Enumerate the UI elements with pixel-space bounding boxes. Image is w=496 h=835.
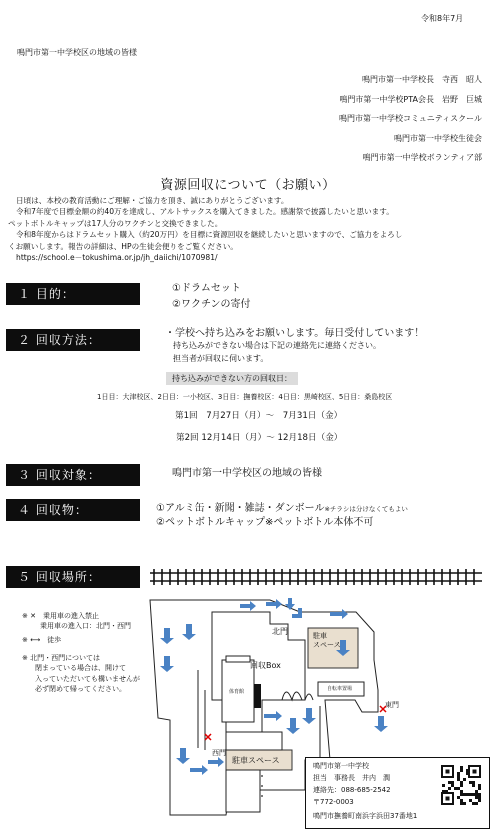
- legend-line: 閉まっている場合は、開けて: [35, 664, 126, 672]
- bike-shelter-label: 自転車置場: [327, 686, 353, 692]
- body-line: 令和7年度で目標金額の約40万を達成し、アルトサックスを購入てきました。感謝祭で披露したいと思います。: [16, 207, 394, 217]
- sender: 鳴門市第一中学校コミュニティスクール: [338, 114, 482, 123]
- legend-line: ※ ✕ 乗用車の進入禁止: [22, 612, 99, 620]
- gym-label: 体育館: [229, 689, 245, 695]
- parking-label-2: 駐車スペース: [232, 756, 280, 765]
- legend-line: 乗用車の進入口：北門・西門: [40, 622, 131, 630]
- purpose-item: ②ワクチンの寄付: [172, 299, 251, 310]
- items-note: ※チラシは分けなくてもよい: [324, 505, 408, 513]
- target-text: 鳴門市第一中学校区の地域の皆様: [172, 468, 322, 479]
- purpose-item: ①ドラムセット: [172, 283, 241, 294]
- sender: 鳴門市第一中学校長 寺西 昭人: [362, 75, 482, 84]
- legend-line: ※ ⟷ 徒歩: [22, 636, 62, 644]
- body-line: 日頃は、本校の教育活動にご理解・ご協力を頂き、誠にありがとうございます。: [16, 196, 289, 205]
- items-text: ①アルミ缶・新聞・雑誌・ダンボール: [156, 503, 325, 514]
- section-heading-place: ５ 回収場所：: [6, 566, 140, 588]
- contact-address: 鳴門市撫養町南浜字浜田37番地1: [313, 812, 418, 820]
- section-heading-purpose: １ 目的：: [6, 283, 140, 305]
- items-line-2: ②ペットボトルキャップ※ペットボトル本体不可: [156, 517, 374, 528]
- round-1: 第1回 7月27日（月）～ 7月31日（金）: [175, 411, 343, 421]
- collection-box-mark: [254, 684, 261, 708]
- section-heading-target: ３ 回収対象：: [6, 464, 140, 486]
- date: 令和8年7月: [421, 14, 464, 23]
- district-schedule: 1日目：大津校区、2日目：一小校区、3日目：撫養校区：4日目：黒崎校区、5日目：桑島校区: [97, 393, 393, 401]
- method-main: ・学校へ持ち込みをお願いします。毎日受付しています！: [165, 328, 425, 339]
- section-heading-method: ２ 回収方法：: [6, 329, 140, 351]
- contact-zip: 〒772-0003: [313, 798, 354, 806]
- collection-box-label: 回収Box: [250, 661, 281, 670]
- contact-school: 鳴門市第一中学校: [313, 762, 369, 770]
- east-gate-label: 東門: [385, 701, 399, 709]
- method-sub: 持ち込みができない場合は下記の連絡先に連絡ください。: [173, 341, 381, 350]
- contact-tel: 連絡先：088-685-2542: [313, 786, 391, 794]
- body-line: ペットボトルキャップは17人分のワクチンと交換できました。: [8, 218, 223, 228]
- round-2: 第2回 12月14日（月）～ 12月18日（金）: [176, 433, 343, 443]
- method-sub: 担当者が回収に伺います。: [173, 354, 269, 363]
- sender: 鳴門市第一中学校ボランティア部: [362, 153, 482, 162]
- sender: 鳴門市第一中学校PTA会長 岩野 巨城: [339, 94, 482, 104]
- contact-person: 担当 事務長 井内 潤: [313, 774, 390, 782]
- legend-line: ※ 北門・西門については: [22, 654, 100, 662]
- qr-code-icon[interactable]: [440, 764, 482, 806]
- no-carry-label: 持ち込みができない方の回収日：: [166, 372, 298, 385]
- hp-link[interactable]: https://school.e－tokushima.or.jp/jh_daiichi/1070981/: [16, 253, 218, 263]
- north-gate-label: 北門: [272, 627, 288, 636]
- page-title: 資源回収について（お願い）: [160, 178, 336, 193]
- legend-line: 必ず閉めて帰ってください。: [35, 685, 126, 693]
- west-gate-label: 西門: [212, 749, 226, 757]
- section-heading-items: ４ 回収物：: [6, 499, 140, 521]
- contact-box: [305, 757, 490, 829]
- body-line: 令和8年度からはドラムセット購入（約20万円）を目標に資源回収を継続したいと思いますので、ご協力をよろし: [16, 230, 403, 240]
- legend-line: 入っていただいても構いませんが: [35, 674, 140, 683]
- addressee: 鳴門市第一中学校区の地域の皆様: [17, 48, 137, 57]
- sender: 鳴門市第一中学校生徒会: [394, 133, 482, 143]
- body-line: くお願いします。報告の詳細は、HPの生徒会便りをご覧ください。: [8, 241, 238, 251]
- parking-label-1: 駐車 スペース: [313, 632, 341, 649]
